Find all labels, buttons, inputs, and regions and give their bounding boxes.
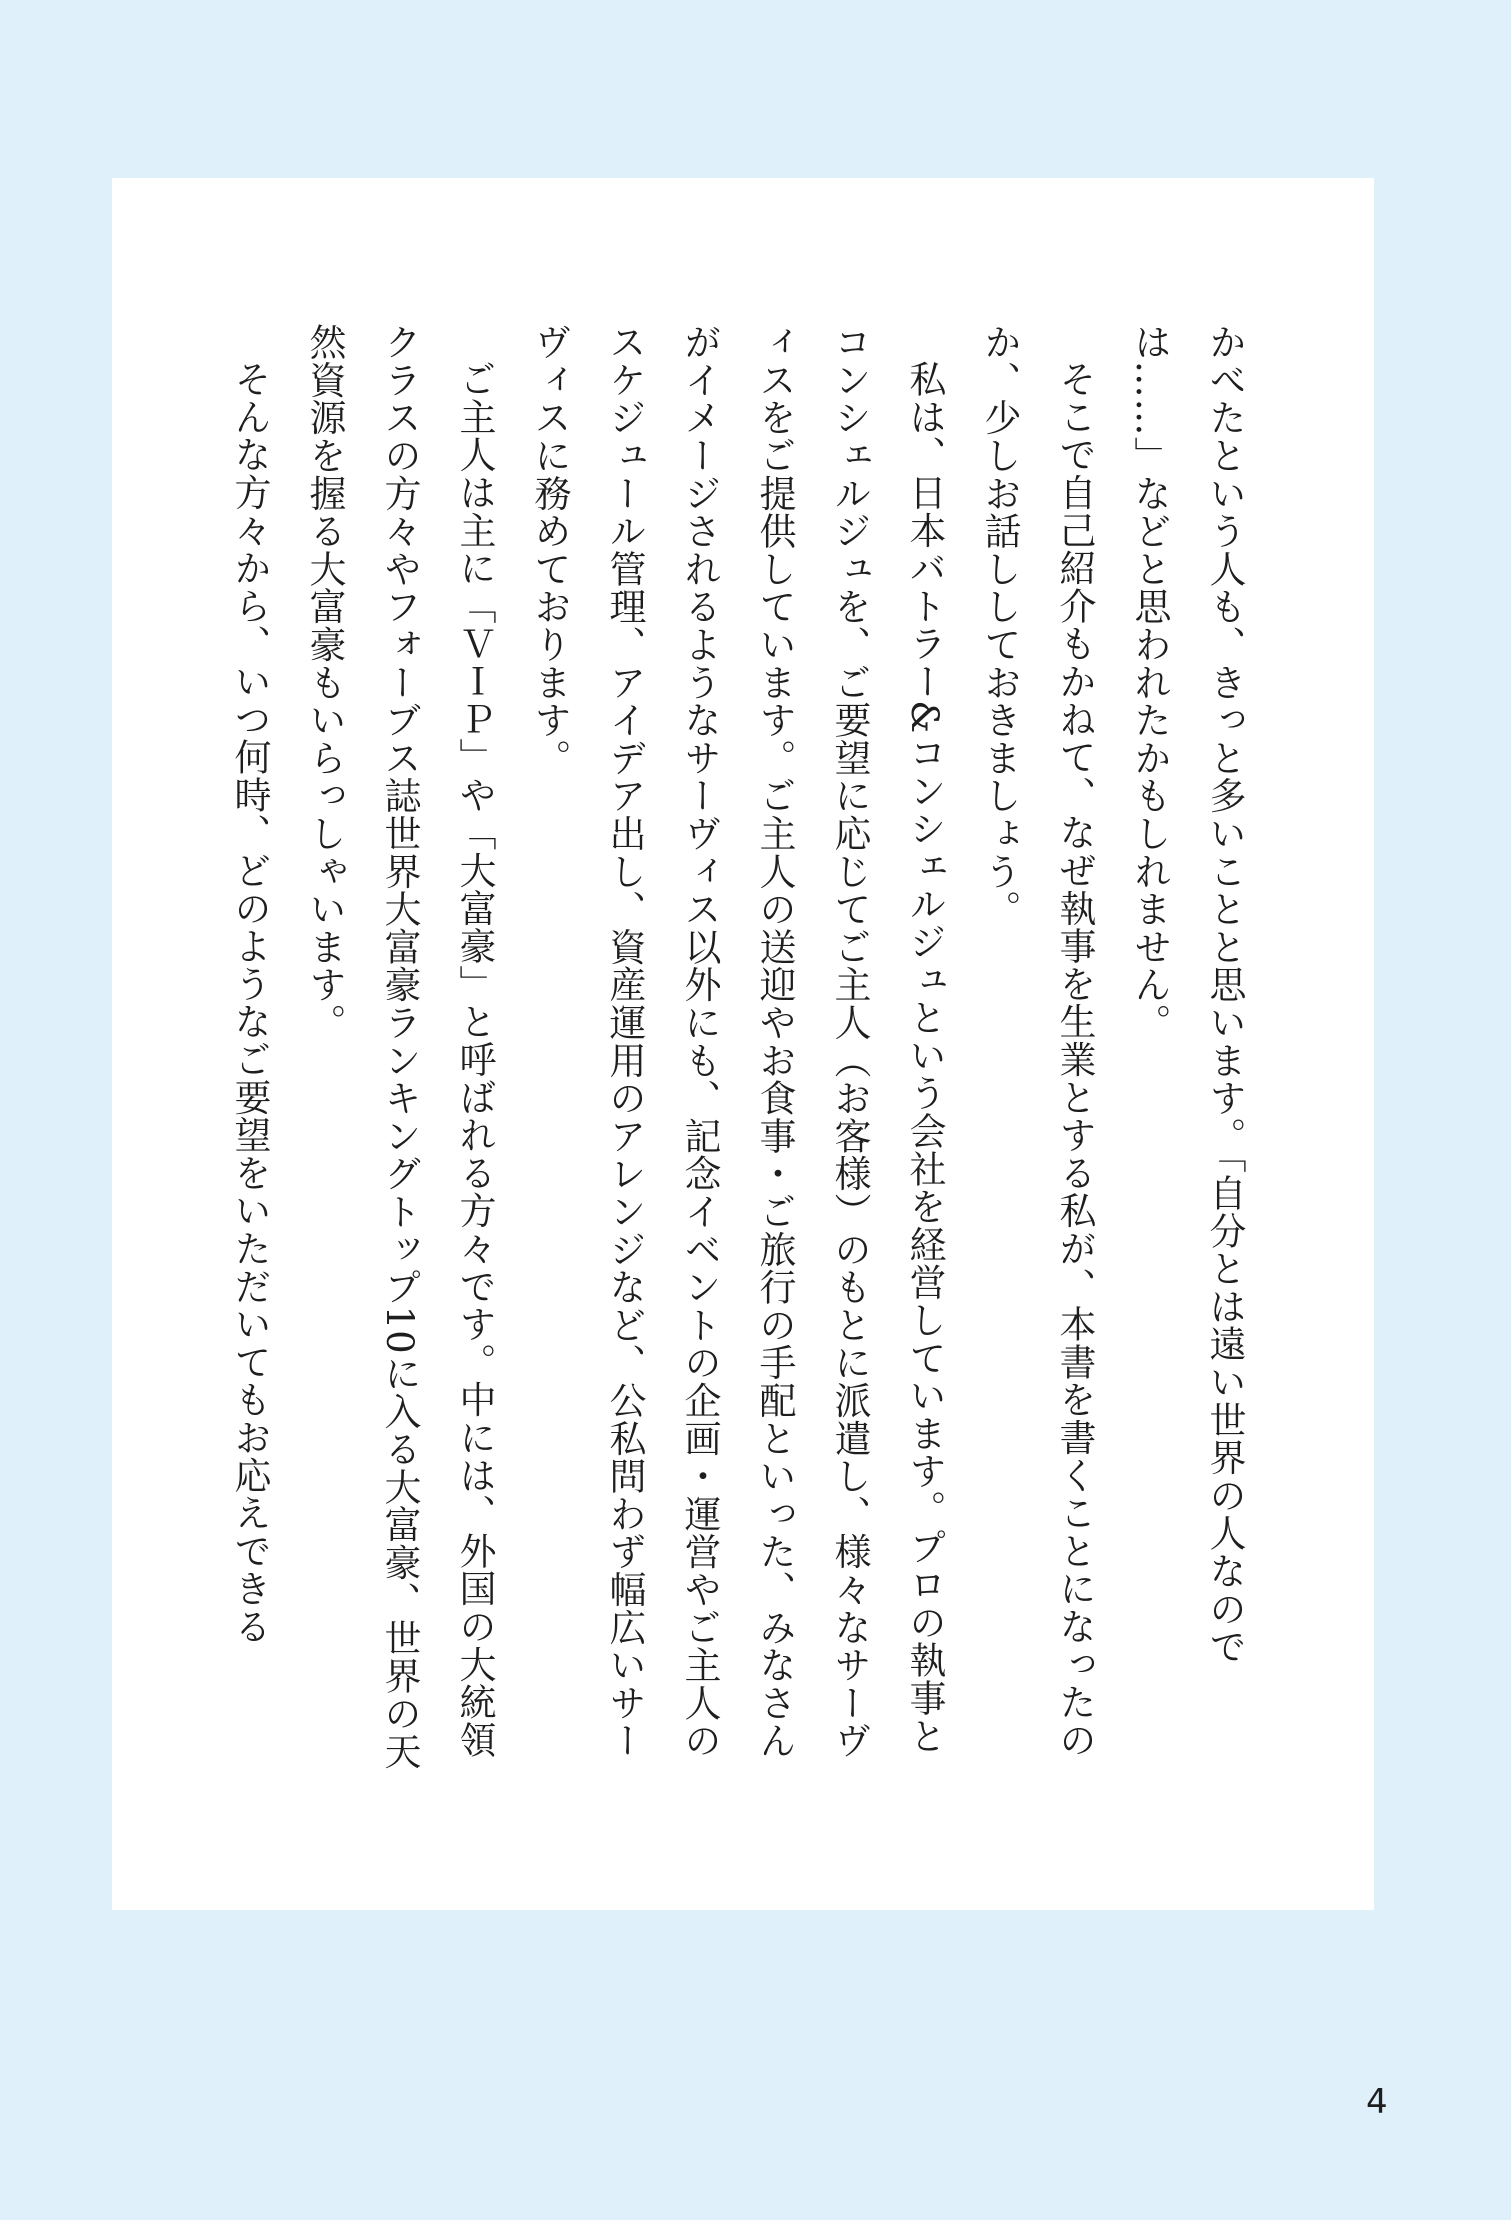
paragraph: ご主人は主に「ＶＩＰ」や「大富豪」と呼ばれる方々です。中には、外国の大統領クラスの方々やフォーブス誌世界大富豪ランキングトップ10に入る大富豪、世界の天然資源を握る大富豪もいらっしゃいます。 bbox=[303, 323, 496, 1771]
page-panel bbox=[112, 178, 1374, 1910]
paragraph: そんな方々から、いつ何時、どのようなご要望をいただいてもお応えできる bbox=[228, 360, 271, 1646]
body-text bbox=[212, 323, 1262, 1783]
paragraph: そこで自己紹介もかねて、なぜ執事を生業とする私が、本書を書くことになったのか、少しお話ししておきましょう。 bbox=[978, 323, 1096, 1759]
paragraph: 私は、日本バトラー&コンシェルジュという会社を経営しています。プロの執事とコンシェルジュを、ご要望に応じてご主人（お客様）のもとに派遣し、様々なサーヴィスをご提供しています。ご主人の送迎やお食事・ご旅行の手配といった、みなさんがイメージされるようなサーヴィス以外にも、記念イベントの企画・運営やご主人のスケジュール管理、アイデア出し、資産運用のアレンジなど、公私問わず幅広いサーヴィスに務めております。 bbox=[528, 323, 946, 1760]
page-number: 4 bbox=[1366, 2082, 1388, 2122]
paragraph: かべたという人も、きっと多いことと思います。「自分とは遠い世界の人なのでは……」などと思われたかもしれません。 bbox=[1128, 323, 1246, 1666]
